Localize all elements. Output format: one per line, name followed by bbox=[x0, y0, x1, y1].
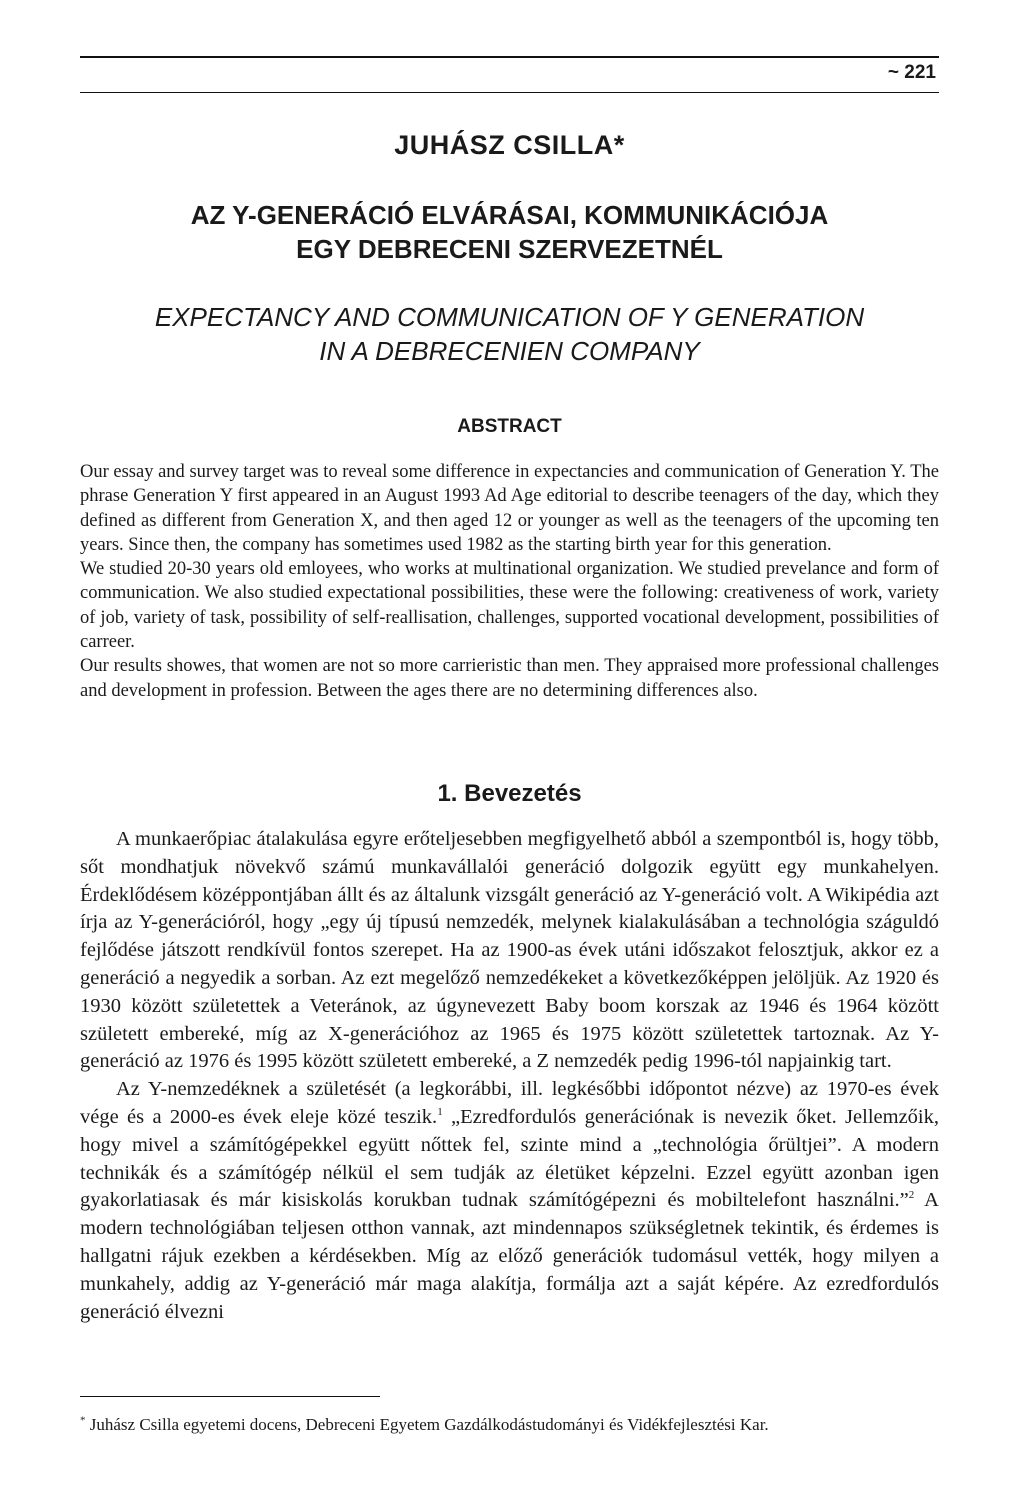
header-rule-top bbox=[80, 56, 939, 58]
section-body bbox=[80, 826, 939, 1326]
page-number: ~ 221 bbox=[887, 62, 936, 83]
body-paragraph: A munkaerőpiac átalakulása egyre erőteljesebben megfigyelhető abból a szempontból is, hogy több, sőt mondhatjuk növekvő számú munkavállalói generáció dolgozik együtt egy munkahelyen. Érdeklődésem középpontjában állt és az általunk vizsgált generáció az Y-generáció volt. A Wikipédia azt írja az Y-generációról, hogy „egy új típusú nemzedék, melynek kialakulásában a technológia száguldó fejlődése játszott rendkívül fontos szerepet. Ha az 1900-as évek utáni időszakot felosztjuk, akkor ez a generáció a negyedik a sorban. Az ezt megelőző nemzedékeket a következőképpen jelöljük. Az 1920 és 1930 között születettek a Veteránok, az úgynevezett Baby boom korszak az 1946 és 1964 között született embereké, míg az X-generációhoz az 1965 és 1975 között születettek tartoznak. Az Y-generáció az 1976 és 1995 között született embereké, a Z nemzedék pedig 1996-tól napjainkig tart. bbox=[80, 828, 939, 1073]
abstract-paragraph: We studied 20-30 years old emloyees, who works at multinational organization. We studied prevelance and form of communication. We also studied expectational possibilities, these were the following: creativeness of work, variety of job, variety of task, possibility of self-reallisation, challenges, supported vocational development, possibilities of carreer. bbox=[80, 559, 939, 653]
header-rule-bottom bbox=[80, 92, 939, 93]
footnote-reference[interactable]: 1 bbox=[437, 1106, 443, 1119]
section-heading: 1. Bevezetés bbox=[437, 780, 582, 807]
body-paragraph bbox=[80, 1076, 939, 1326]
footnote-marker: * bbox=[80, 1414, 86, 1427]
title-english bbox=[80, 300, 939, 368]
abstract-paragraph: Our essay and survey target was to reveal some difference in expectancies and communication of Generation Y. The phrase Generation Y first appeared in an August 1993 Ad Age editorial to describe teenagers of the day, which they defined as different from Generation X, and then aged 12 or younger as well as the teenagers of the upcoming ten years. Since then, the company has sometimes used 1982 as the starting birth year for this generation. bbox=[80, 462, 939, 555]
body-text-span: A modern technológiában teljesen otthon vannak, azt mindennapos szükségletnek tekintik, és érdemes is hallgatni rájuk ezekben a kérdésekben. Míg az előző generációk tudomásul vették, hogy milyen a munkahely, addig az Y-generáció már maga alakítja, formálja azt a saját képére. Az ezredfordulós generáció élvezni bbox=[80, 1189, 939, 1323]
body-text-span: Az Y-nemzedéknek a születését (a legkorábbi, ill. legkésőbbi időpontot nézve) az 1970-es évek vége és a 2000-es évek eleje közé teszik. bbox=[80, 1078, 939, 1128]
title-hungarian-line: AZ Y-GENERÁCIÓ ELVÁRÁSAI, KOMMUNIKÁCIÓJA bbox=[190, 200, 829, 230]
author-name: JUHÁSZ CSILLA* bbox=[394, 130, 625, 160]
title-english-line: EXPECTANCY AND COMMUNICATION OF Y GENERATION bbox=[154, 302, 865, 332]
footnote-text: Juhász Csilla egyetemi docens, Debreceni Egyetem Gazdálkodástudományi és Vidékfejlesztési Kar. bbox=[89, 1415, 769, 1434]
title-hungarian-line: EGY DEBRECENI SZERVEZETNÉL bbox=[296, 234, 723, 264]
footnote-divider bbox=[80, 1396, 380, 1397]
footnote-reference[interactable]: 2 bbox=[908, 1189, 915, 1202]
abstract-body bbox=[80, 460, 939, 703]
title-hungarian bbox=[80, 198, 939, 266]
title-english-line: IN A DEBRECENIEN COMPANY bbox=[319, 336, 700, 366]
abstract-heading: ABSTRACT bbox=[457, 416, 562, 437]
footnote bbox=[80, 1414, 939, 1436]
body-text-span: „Ezredfordulós generációnak is nevezik őket. Jellemzőik, hogy mivel a számítógépekkel együtt nőttek fel, szinte mind a „technológia őrültjei”. A modern technikák és a számítógép nélkül el sem tudják az életüket képzelni. Ezzel együtt azonban igen gyakorlatiasak és már kisiskolás korukban tudnak számítógépezni és mobiltelefont használni.” bbox=[80, 1105, 939, 1212]
abstract-paragraph: Our results showes, that women are not so more carrieristic than men. They appraised more professional challenges and development in profession. Between the ages there are no determining differences also. bbox=[80, 656, 939, 701]
